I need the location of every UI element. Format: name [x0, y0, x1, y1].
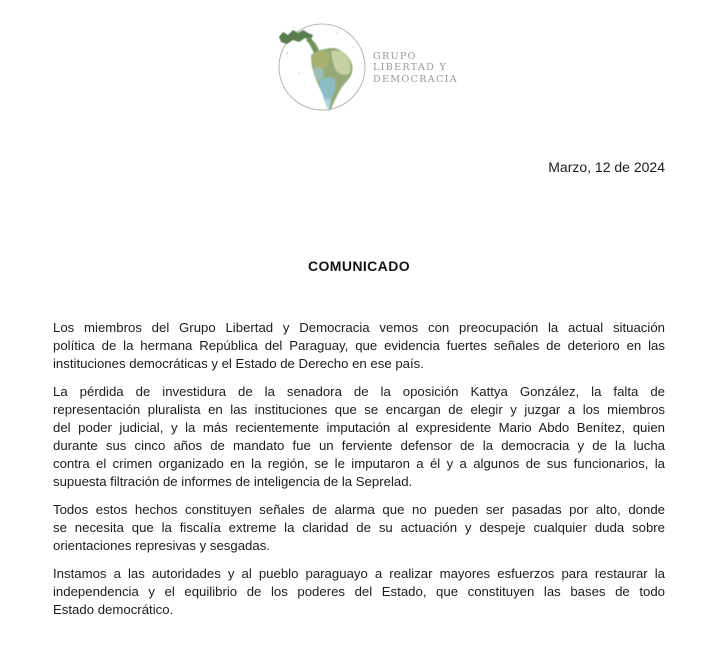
text-line: Todos estos hechos constituyen señales de alarma que no pueden ser pasadas por alto, donde: [53, 502, 665, 517]
paragraph: [53, 319, 665, 373]
paragraph: [53, 565, 665, 619]
document-body: [53, 319, 665, 629]
org-name-line: GRUPO: [373, 51, 417, 62]
text-line: política de la hermana República del Paraguay, que evidencia fuertes señales de deterioro en las: [53, 338, 665, 353]
text-line: independencia y el equilibrio de los poderes del Estado, que constituyen las bases de todo: [53, 584, 665, 599]
text-line: instituciones democráticas y el Estado de Derecho en ese país.: [53, 356, 424, 371]
text-line: durante sus cinco años de mandato fue un ferviente defensor de la democracia y de la lucha: [53, 438, 665, 453]
org-name-line: DEMOCRACIA: [373, 73, 458, 85]
text-line: La pérdida de investidura de la senadora de la oposición Kattya González, la falta de: [53, 384, 665, 399]
text-line: contra el crimen organizado en la región, se le imputaron a él y a algunos de sus funcionarios, la: [53, 456, 665, 471]
text-line: supuesta filtración de informes de inteligencia de la Seprelad.: [53, 474, 413, 489]
paragraph: [53, 501, 665, 555]
latin-america-map-icon: [265, 15, 375, 115]
date-line: Marzo, 12 de 2024: [548, 159, 665, 175]
paragraph: [53, 383, 665, 491]
text-line: orientaciones represivas y sesgadas.: [53, 538, 270, 553]
document-title: COMUNICADO: [308, 258, 410, 274]
text-line: Los miembros del Grupo Libertad y Democracia vemos con preocupación la actual situación: [53, 320, 665, 335]
text-line: representación pluralista en las instituciones que se encargan de elegir y juzgar a los miembros: [53, 402, 665, 417]
text-line: del poder judicial, y la más recientemente imputación al expresidente Mario Abdo Benítez, quien: [53, 420, 665, 435]
text-line: se necesita que la fiscalía extreme la claridad de su actuación y despeje cualquier duda sobre: [53, 520, 665, 535]
org-name-line: LIBERTAD Y: [373, 62, 448, 74]
org-name: [373, 51, 458, 85]
text-line: Instamos a las autoridades y al pueblo paraguayo a realizar mayores esfuerzos para restaurar la: [53, 566, 665, 581]
text-line: Estado democrático.: [53, 602, 174, 617]
